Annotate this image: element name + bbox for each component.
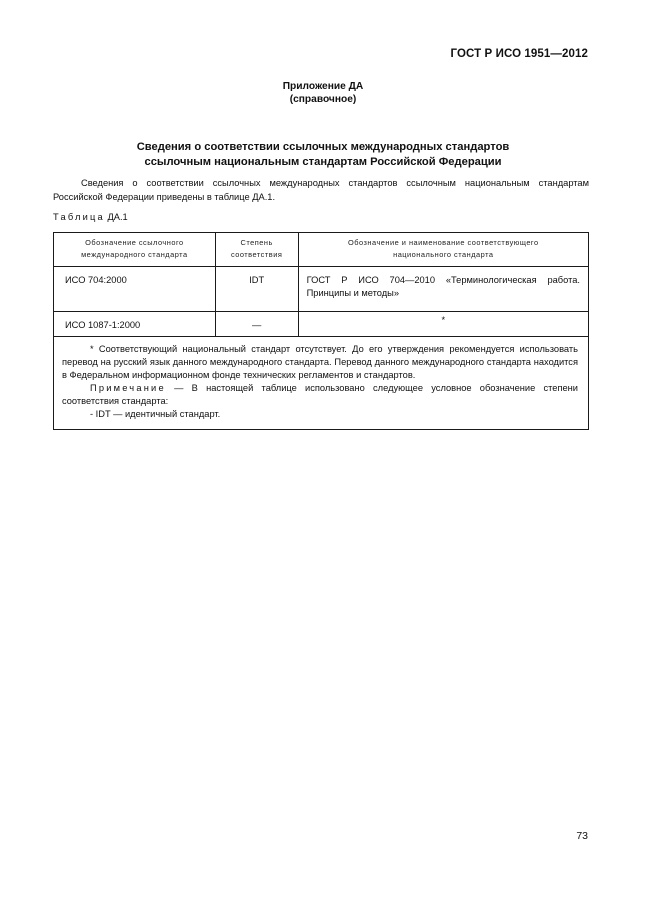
header-national-standard (298, 233, 588, 267)
table-row (54, 312, 589, 337)
cell-international-code: ИСО 704:2000 (54, 267, 216, 312)
header-international-standard (54, 233, 216, 267)
cell-national-standard: * (298, 312, 588, 337)
section-title-line-1: Сведения о соответствии ссылочных международных стандартов (136, 141, 510, 153)
note-label: Примечание (90, 383, 166, 393)
intro-paragraph (53, 177, 589, 204)
header-col2-line1: Степень (240, 238, 273, 247)
page-number: 73 (576, 830, 588, 842)
table-caption (53, 212, 128, 222)
appendix-heading (0, 80, 646, 106)
cell-degree: IDT (215, 267, 298, 312)
intro-text: Сведения о соответствии ссылочных международных стандартов ссылочным национальным стандартам Российской Федерации приведены в таблице ДА.1. (53, 178, 589, 202)
table-caption-word: Таблица (53, 212, 105, 222)
note-list-item: - IDT — идентичный стандарт. (90, 409, 221, 419)
header-col1-line1: Обозначение ссылочного (85, 238, 184, 247)
header-degree (215, 233, 298, 267)
note-paragraph (62, 382, 578, 408)
header-col3-line1: Обозначение и наименование соответствующего (348, 238, 539, 247)
table-caption-number: ДА.1 (107, 212, 128, 222)
section-title-line-2: ссылочным национальным стандартам Российской Федерации (144, 156, 502, 168)
cell-degree: — (215, 312, 298, 337)
footnote-text: * Соответствующий национальный стандарт отсутствует. До его утверждения рекомендуется использовать перевод на русский язык данного международного стандарта. Перевод данного международного стандарта находится в Федеральном информационном фонде технических регламентов и стандартов. (62, 344, 578, 380)
cell-national-standard: ГОСТ Р ИСО 704—2010 «Терминологическая работа. Принципы и методы» (298, 267, 588, 312)
appendix-title: Приложение ДА (282, 81, 364, 92)
table-footnote-row (54, 337, 589, 430)
standards-correspondence-table (53, 232, 589, 430)
cell-international-code: ИСО 1087-1:2000 (54, 312, 216, 337)
appendix-subtitle: (справочное) (289, 94, 357, 105)
table-row (54, 267, 589, 312)
header-col2-line2: соответствия (230, 250, 283, 259)
note-text: — В настоящей таблице использовано следующее условное обозначение степени соответствия стандарта: (62, 383, 578, 406)
footnote-cell (54, 337, 589, 430)
document-header-code: ГОСТ Р ИСО 1951—2012 (450, 48, 588, 60)
header-col1-line2: международного стандарта (81, 250, 188, 259)
header-col3-line2: национального стандарта (393, 250, 494, 259)
table-header-row (54, 233, 589, 267)
section-title (0, 140, 646, 170)
